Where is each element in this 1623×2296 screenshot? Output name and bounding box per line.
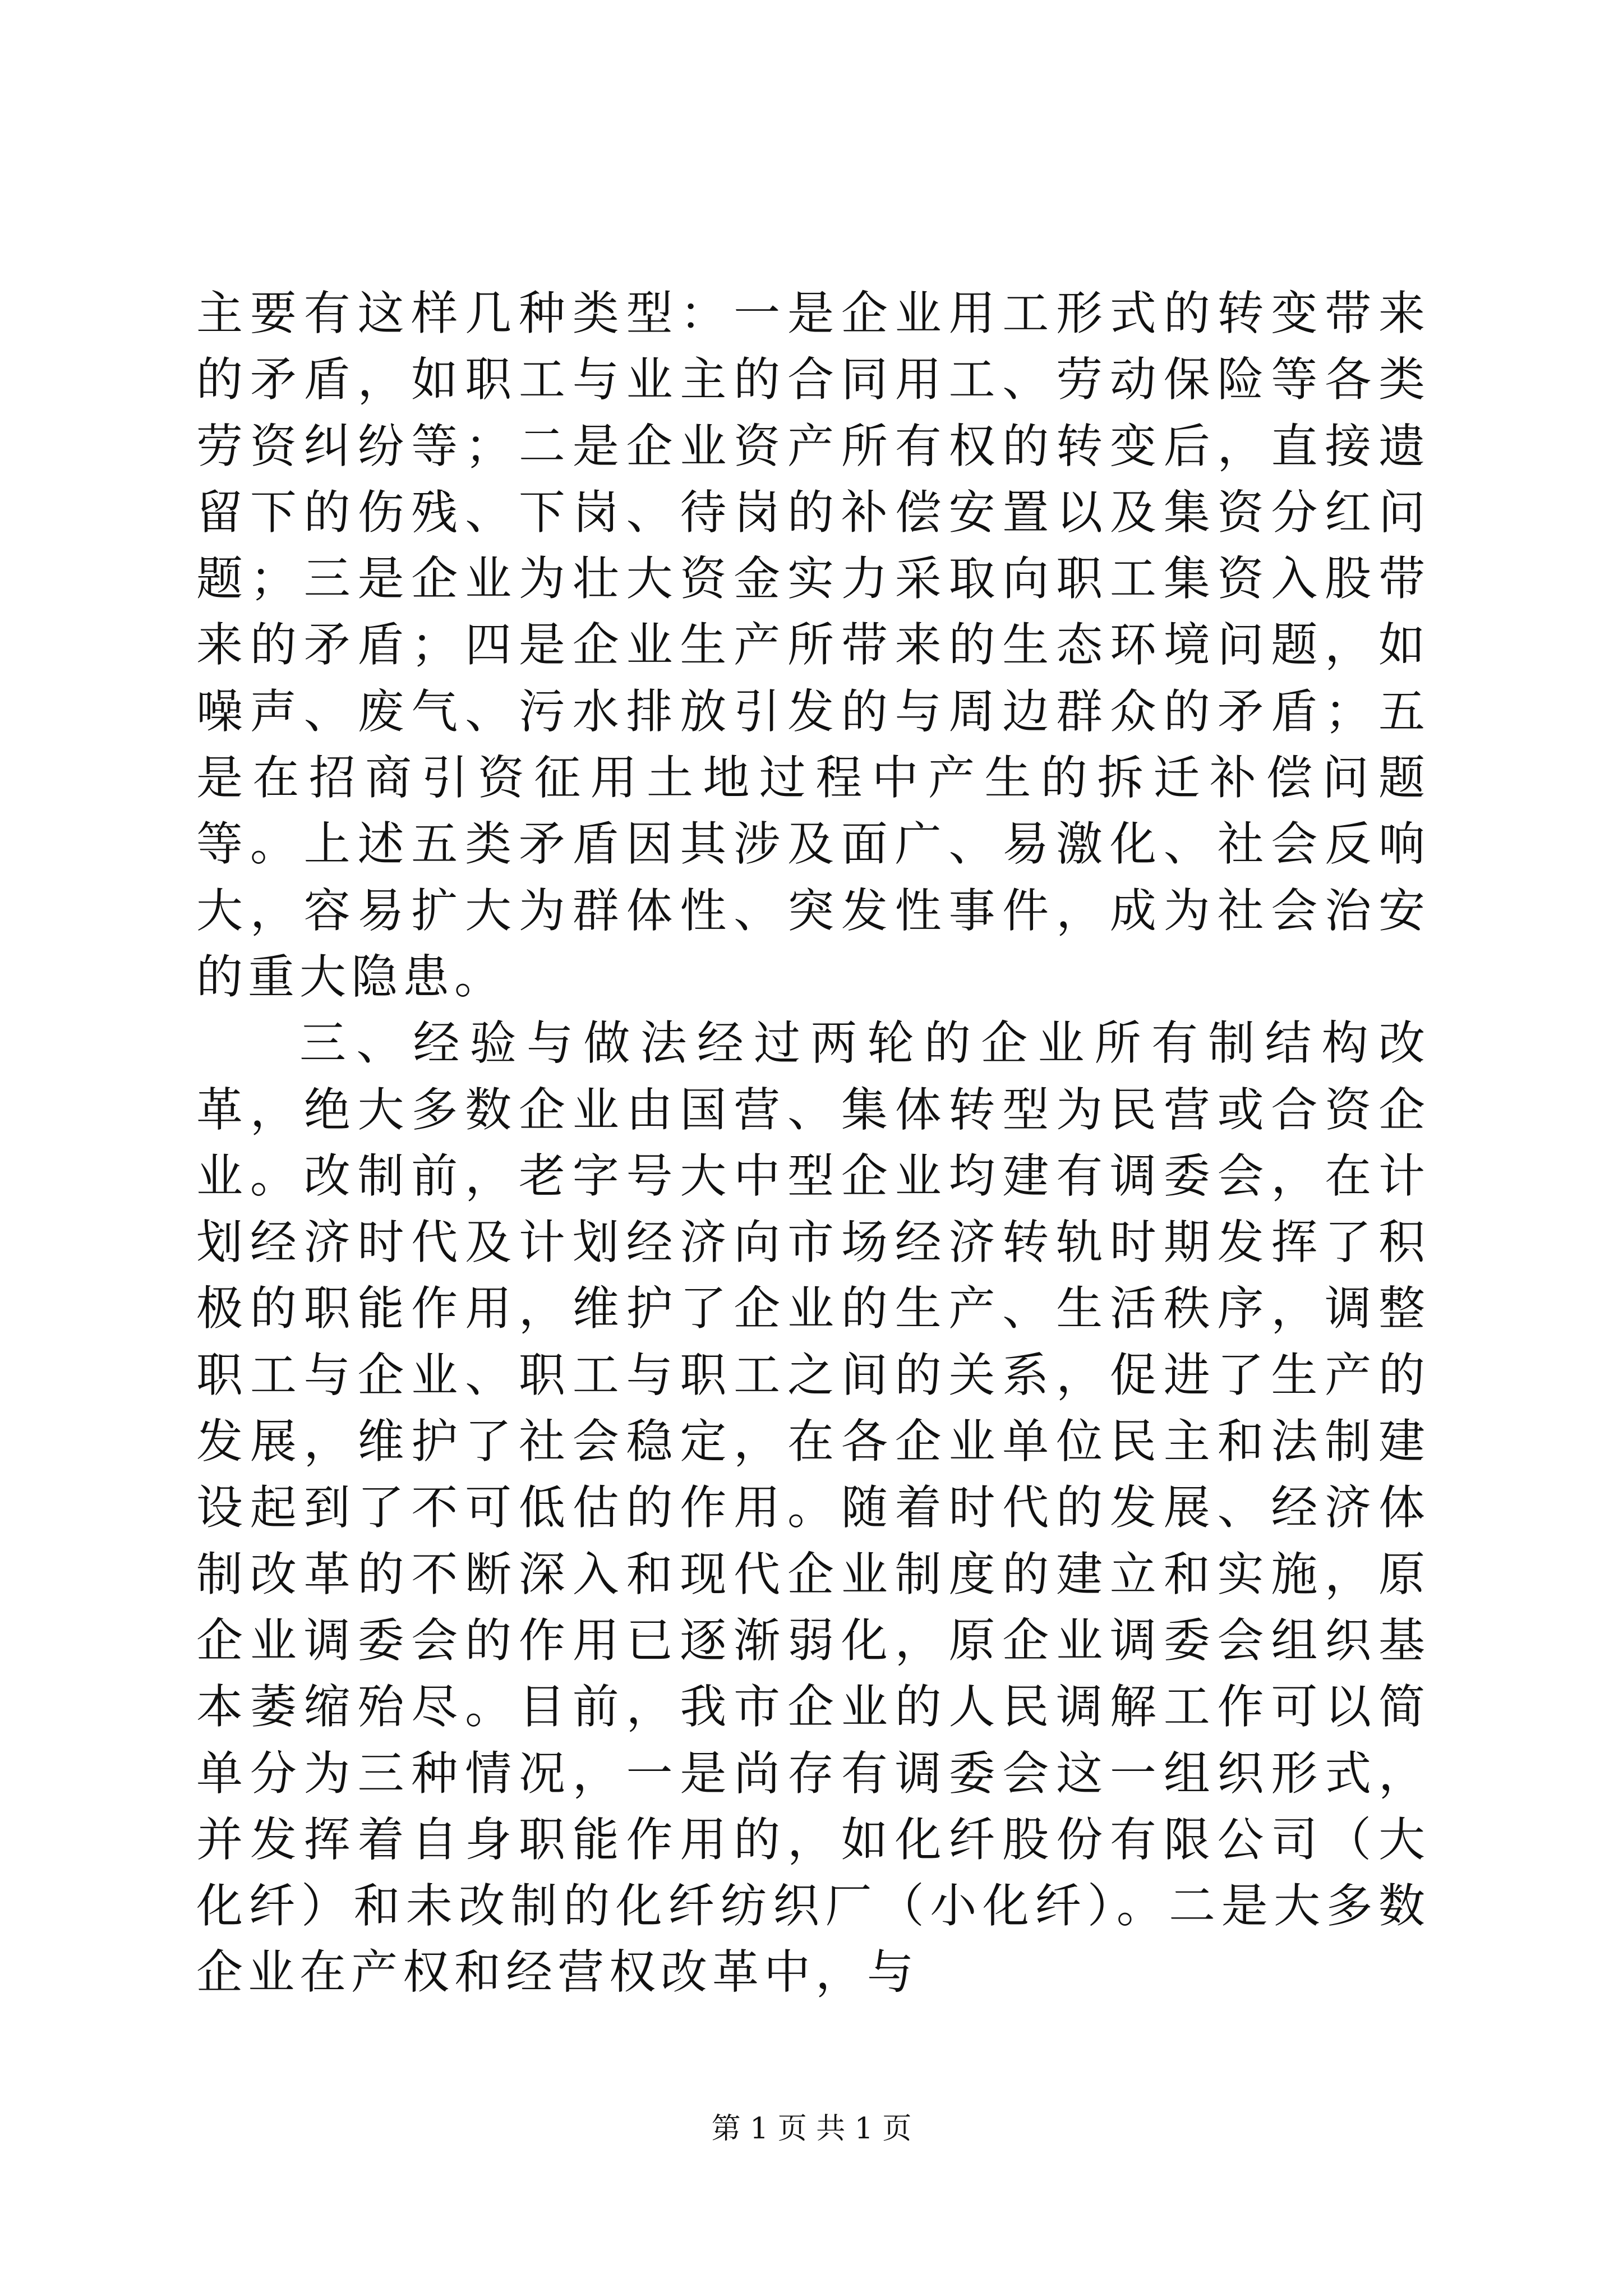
document-body <box>196 280 1430 2006</box>
paragraph-1: 主要有这样几种类型：一是企业用工形式的转变带来的矛盾，如职工与业主的合同用工、劳动保险等各类劳资纠纷等；二是企业资产所有权的转变后，直接遗留下的伤残、下岗、待岗的补偿安置以及集资分红问题；三是企业为壮大资金实力采取向职工集资入股带来的矛盾；四是企业生产所带来的生态环境问题，如噪声、废气、污水排放引发的与周边群众的矛盾；五是在招商引资征用土地过程中产生的拆迁补偿问题等。上述五类矛盾因其涉及面广、易激化、社会反响大，容易扩大为群体性、突发性事件，成为社会治安的重大隐患。 <box>196 286 1430 1004</box>
paragraph-2: 三、经验与做法经过两轮的企业所有制结构改革，绝大多数企业由国营、集体转型为民营或合资企业。改制前，老字号大中型企业均建有调委会，在计划经济时代及计划经济向市场经济转轨时期发挥了积极的职能作用，维护了企业的生产、生活秩序，调整职工与企业、职工与职工之间的关系，促进了生产的发展，维护了社会稳定，在各企业单位民主和法制建设起到了不可低估的作用。随着时代的发展、经济体制改革的不断深入和现代企业制度的建立和实施，原企业调委会的作用已逐渐弱化，原企业调委会组织基本萎缩殆尽。目前，我市企业的人民调解工作可以简单分为三种情况，一是尚存有调委会这一组织形式，并发挥着自身职能作用的，如化纤股份有限公司（大化纤）和未改制的化纤纺织厂（小化纤）。二是大多数企业在产权和经营权改革中，与 <box>196 1016 1430 2000</box>
page-footer: 第 1 页 共 1 页 <box>711 2112 912 2146</box>
